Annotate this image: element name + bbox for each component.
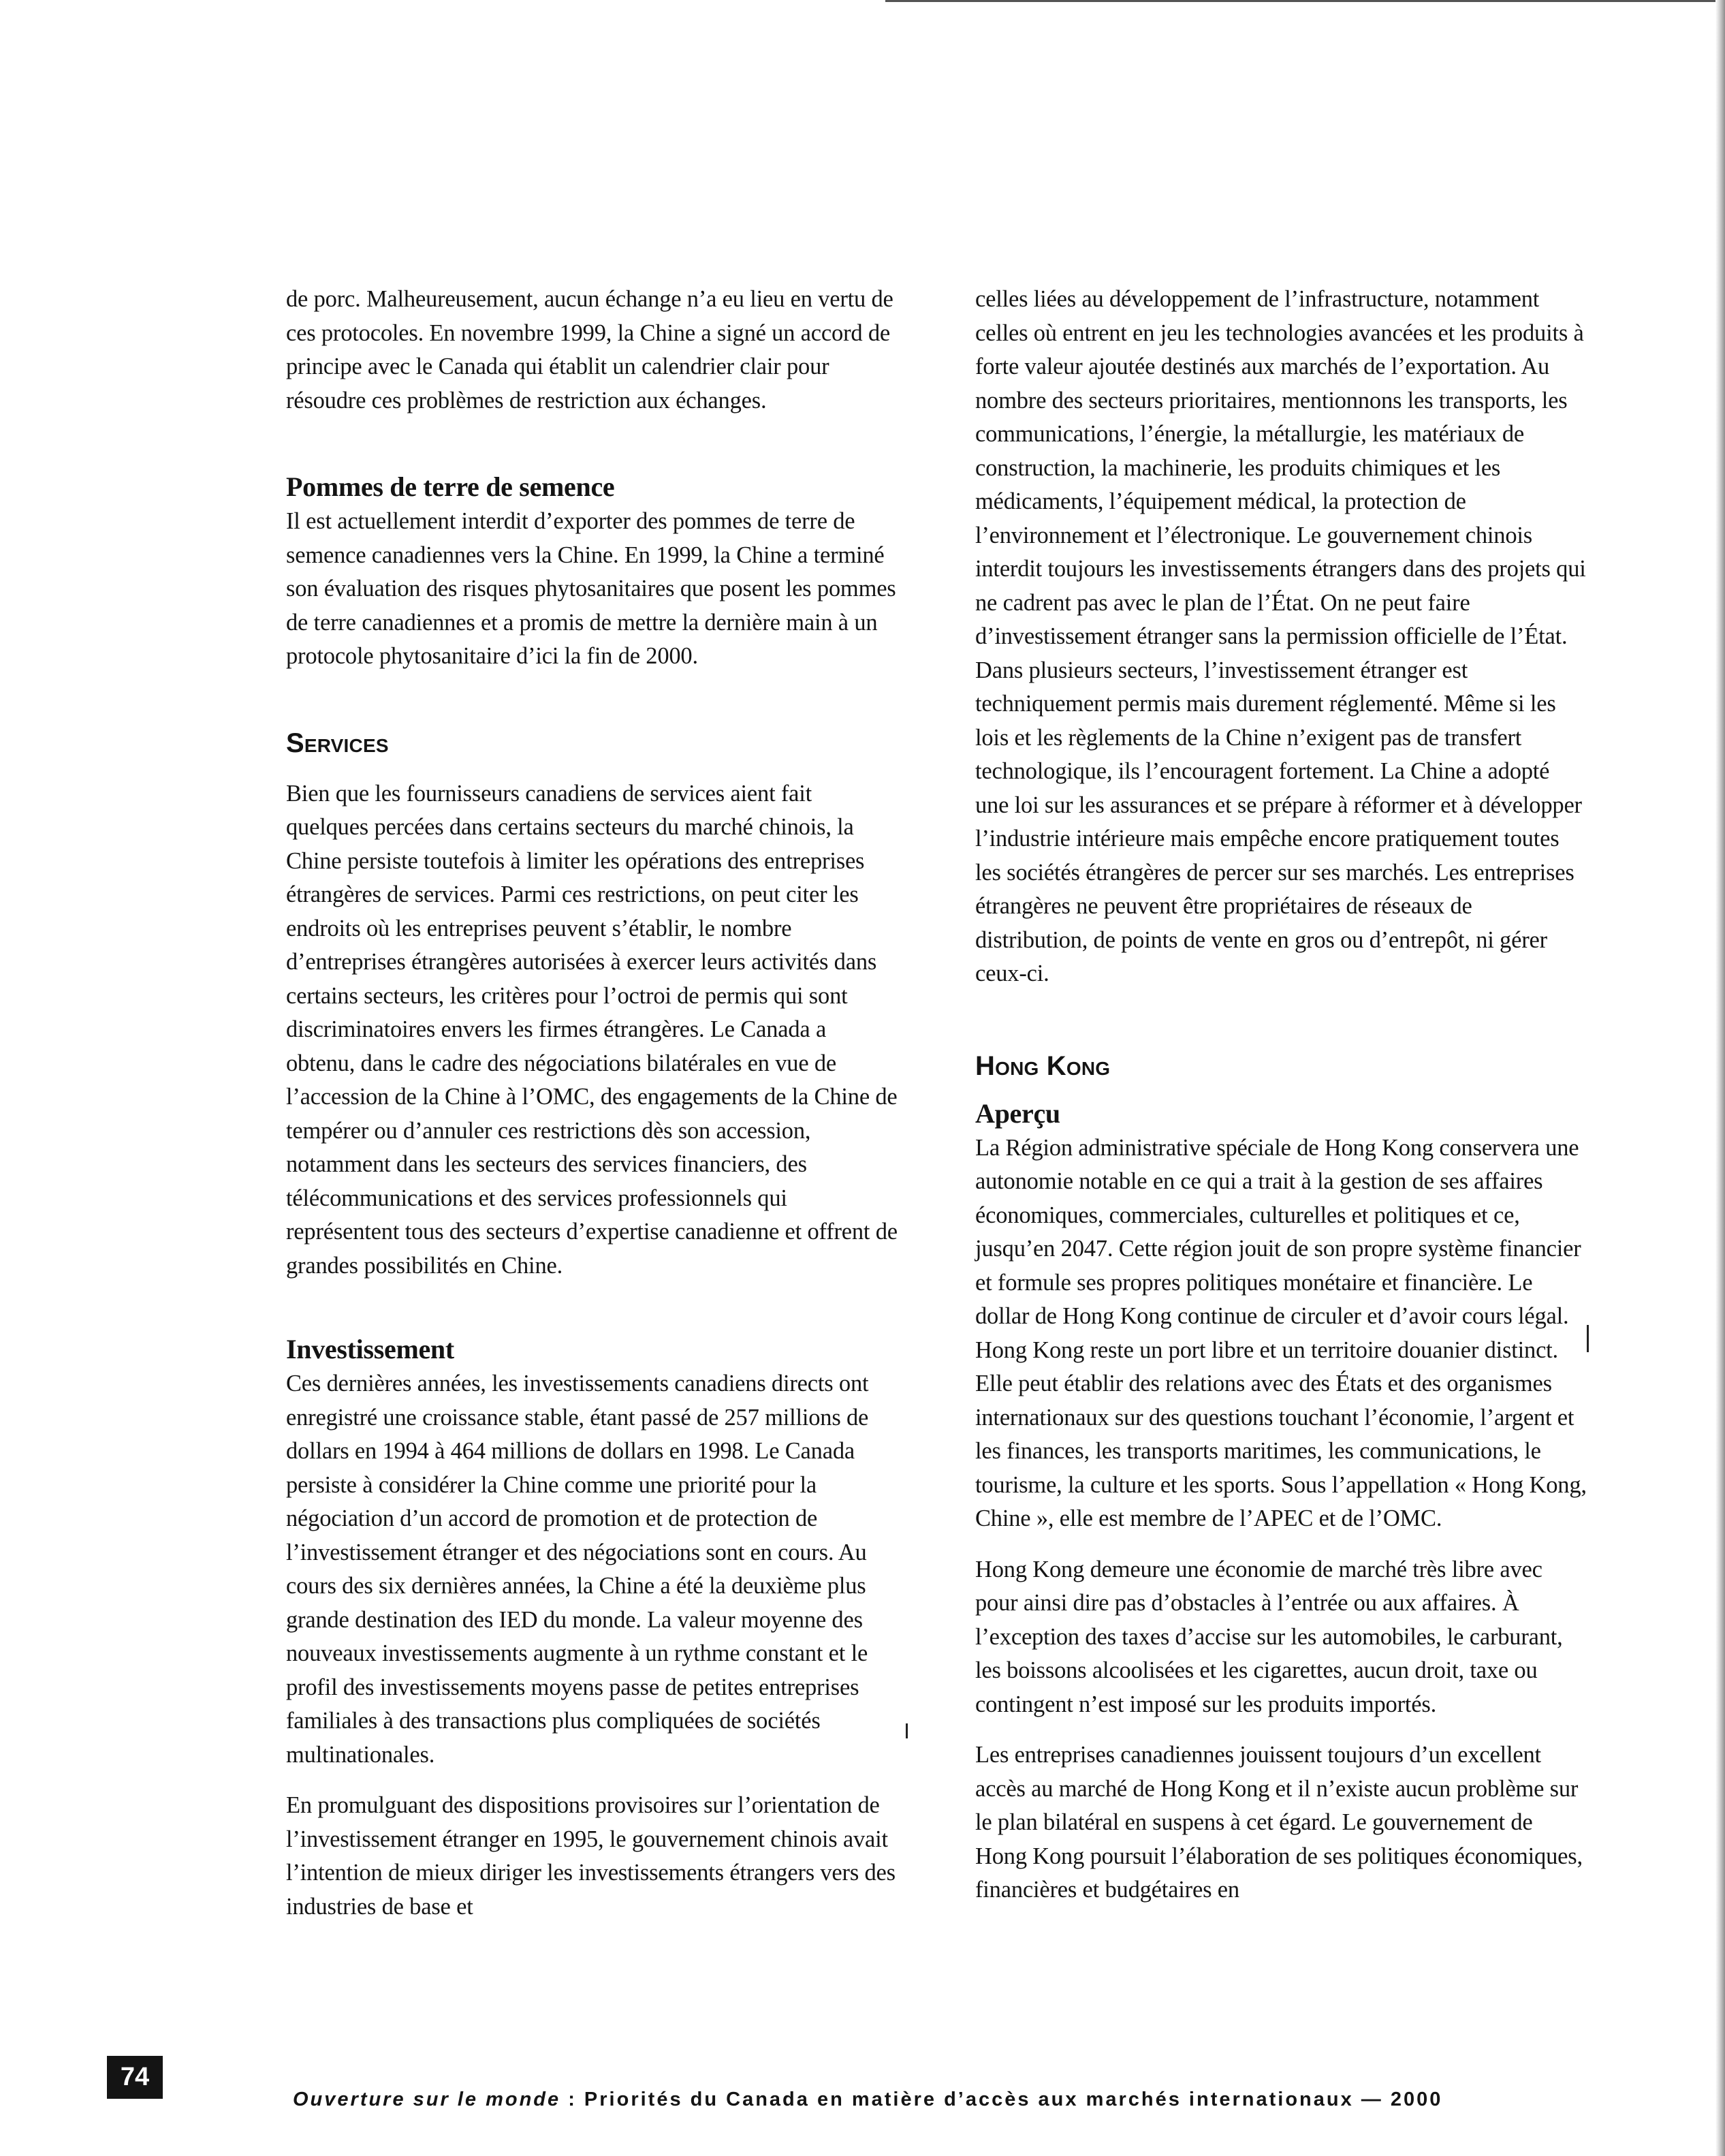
- scan-mark: [906, 1723, 908, 1738]
- heading-hong-kong: Hong Kong: [975, 1050, 1111, 1081]
- scan-top-edge: [885, 0, 1725, 2]
- right-column: [975, 283, 1588, 1907]
- hong-kong-paragraph-2: Hong Kong demeure une économie de marché très libre avec pour ainsi dire pas d’obstacles à l’entrée ou aux affaires. À l’exception des taxes d’accise sur les automobiles, le carburant, les boissons alcoolisées et les cigarettes, aucun droit, taxe ou contingent n’est imposé sur les produits importés.: [975, 1556, 1563, 1717]
- heading-investissement: Investissement: [286, 1334, 454, 1364]
- investissement-paragraph-2: En promulguant des dispositions provisoires sur l’orientation de l’investissement étranger en 1995, le gouvernement chinois avait l’intention de mieux diriger les investissements étrangers vers des industries de base et: [286, 1792, 896, 1920]
- running-footer: [293, 2089, 1600, 2111]
- scan-mark: [1587, 1325, 1589, 1352]
- apercu-paragraph: La Région administrative spéciale de Hong Kong conservera une autonomie notable en ce qui a trait à la gestion de ses affaires économiques, commerciales, culturelles et politiques et ce, jusqu’en 2047. Cette région jouit de son propre système financier et formule ses propres politiques monétaire et financière. Le dollar de Hong Kong continue de circuler et d’avoir cours légal. Hong Kong reste un port libre et un territoire douanier distinct. Elle peut établir des relations avec des États et des organismes internationaux sur des questions touchant l’économie, l’argent et les finances, les transports maritimes, les communications, le tourisme, la culture et les sports. Sous l’appellation « Hong Kong, Chine », elle est membre de l’APEC et de l’OMC.: [975, 1134, 1587, 1531]
- hong-kong-paragraph-3: Les entreprises canadiennes jouissent toujours d’un excellent accès au marché de Hong Kong et il n’existe aucun problème sur le plan bilatéral en suspens à cet égard. Le gouvernement de Hong Kong poursuit l’élaboration de ses politiques économiques, financières et budgétaires en: [975, 1742, 1583, 1903]
- scan-right-edge: [1715, 0, 1725, 2156]
- services-paragraph: Bien que les fournisseurs canadiens de services aient fait quelques percées dans certains secteurs du marché chinois, la Chine persiste toutefois à limiter les opérations des entreprises étrangères de services. Parmi ces restrictions, on peut citer les endroits où les entreprises peuvent s’établir, le nombre d’entreprises étrangères autorisées à exercer leurs activités dans certains secteurs, les critères pour l’octroi de permis qui sont discriminatoires envers les firmes étrangères. Le Canada a obtenu, dans le cadre des négociations bilatérales en vue de l’accession de la Chine à l’OMC, des engagements de la Chine de tempérer ou d’annuler ces restrictions dès son accession, notamment dans les secteurs des services financiers, des télécommunications et des services professionnels qui représentent tous des secteurs d’expertise canadienne et offrent de grandes possibilités en Chine.: [286, 780, 898, 1279]
- infrastructure-paragraph: celles liées au développement de l’infrastructure, notamment celles où entrent en jeu les technologies avancées et les produits à forte valeur ajoutée destinés aux marchés de l’exportation. Au nombre des secteurs prioritaires, mentionnons les transports, les communications, l’énergie, la métallurgie, les matériaux de construction, la machinerie, les produits chimiques et les médicaments, l’équipement médical, la protection de l’environnement et l’électronique. Le gouvernement chinois interdit toujours les investissements étrangers dans des projets qui ne cadrent pas avec le plan de l’État. On ne peut faire d’investissement étranger sans la permission officielle de l’État. Dans plusieurs secteurs, l’investissement étranger est techniquement permis mais durement réglementé. Même si les lois et les règlements de la Chine n’exigent pas de transfert technologique, ils l’encouragent fortement. La Chine a adopté une loi sur les assurances et se prépare à réformer et à développer l’industrie intérieure mais empêche encore pratiquement toutes les sociétés étrangères de percer sur ses marchés. Les entreprises étrangères ne peuvent être propriétaires de réseaux de distribution, de points de vente en gros ou d’entrepôt, ni gérer ceux-ci.: [975, 286, 1586, 986]
- page-number: 74: [107, 2056, 163, 2099]
- investissement-paragraph: Ces dernières années, les investissements canadiens directs ont enregistré une croissance stable, étant passé de 257 millions de dollars en 1994 à 464 millions de dollars en 1998. Le Canada persiste à considérer la Chine comme une priorité pour la négociation d’un accord de promotion et de protection de l’investissement étranger et des négociations sont en cours. Au cours des six dernières années, la Chine a été la deuxième plus grande destination des IED du monde. La valeur moyenne des nouveaux investissements augmente à un rythme constant et le profil des investissements moyens passe de petites entreprises familiales à des transactions plus compliquées de sociétés multinationales.: [286, 1371, 869, 1768]
- left-column: [286, 283, 899, 1924]
- footer-subtitle: : Priorités du Canada en matière d’accès aux marchés internationaux — 2000: [560, 2089, 1443, 2110]
- heading-apercu: Aperçu: [975, 1097, 1060, 1129]
- footer-publication-title: Ouverture sur le monde: [293, 2089, 561, 2110]
- intro-paragraph: de porc. Malheureusement, aucun échange n’a eu lieu en vertu de ces protocoles. En novembre 1999, la Chine a signé un accord de principe avec le Canada qui établit un calendrier clair pour résoudre ces problèmes de restriction aux échanges.: [286, 286, 893, 413]
- heading-pommes-de-terre: Pommes de terre de semence: [286, 471, 615, 502]
- pommes-paragraph: Il est actuellement interdit d’exporter des pommes de terre de semence canadiennes vers la Chine. En 1999, la Chine a terminé son évaluation des risques phytosanitaires que posent les pommes de terre canadiennes et a promis de mettre la dernière main à un protocole phytosanitaire d’ici la fin de 2000.: [286, 508, 896, 669]
- heading-services: Services: [286, 728, 389, 758]
